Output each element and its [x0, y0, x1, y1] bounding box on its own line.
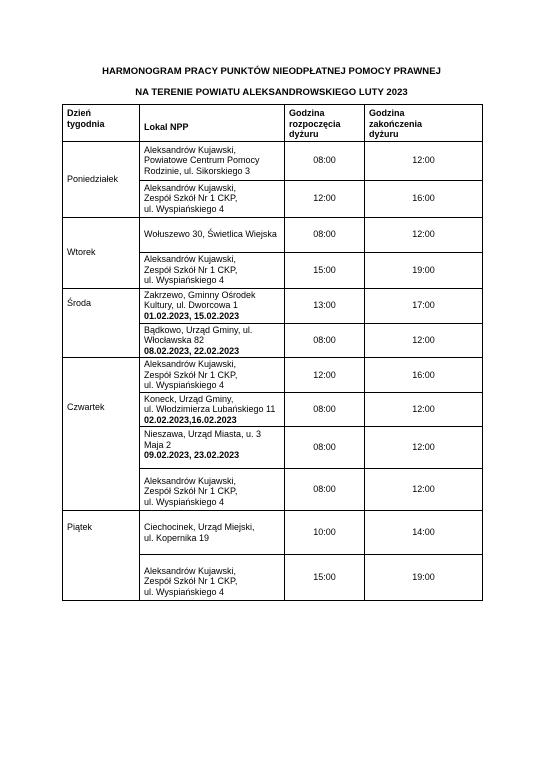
end-time-cell: 12:00 [365, 427, 483, 469]
location-text: Ciechocinek, Urząd Miejski, [144, 522, 255, 532]
table-row [63, 511, 483, 555]
location-text: Bądkowo, Urząd Gminy, ul. [144, 324, 253, 335]
location-text: Kultury, ul. Dworcowa 1 [144, 300, 238, 311]
location-text: Nieszawa, Urząd Miasta, u. 3 [144, 429, 262, 439]
location-text: ul. Kopernika 19 [144, 532, 210, 543]
day-cell-monday: Poniedziałek [63, 141, 140, 217]
location-text: Zespół Szkół Nr 1 CKP, [144, 264, 238, 275]
day-cell-tuesday: Wtorek [63, 217, 140, 288]
header-text: Godzina [289, 108, 325, 118]
table-row [63, 358, 483, 393]
location-cell [140, 392, 285, 427]
header-text: Godzina [369, 108, 405, 118]
location-text: Rodzinie, ul. Sikorskiego 3 [144, 165, 251, 176]
location-text: ul. Włodzimierza Lubańskiego 11 [144, 404, 276, 414]
start-time-cell: 15:00 [285, 555, 365, 601]
location-text: Zespół Szkół Nr 1 CKP, [144, 486, 238, 496]
location-text: Aleksandrów Kujawski, [144, 144, 237, 155]
location-cell [140, 323, 285, 358]
end-time-cell: 14:00 [365, 511, 483, 555]
location-text: Aleksandrów Kujawski, [144, 565, 237, 576]
end-time-cell: 12:00 [365, 392, 483, 427]
date-text: 01.02.2023, 15.02.2023 [144, 310, 240, 321]
start-time-cell: 12:00 [285, 180, 365, 217]
start-time-cell: 08:00 [285, 392, 365, 427]
document-subtitle: NA TERENIE POWIATU ALEKSANDROWSKIEGO LUTY 2023 [135, 87, 408, 98]
start-time-cell: 10:00 [285, 511, 365, 555]
location-cell [140, 358, 285, 393]
end-time-cell: 12:00 [365, 141, 483, 180]
location-text: Aleksandrów Kujawski, [144, 182, 237, 193]
end-time-cell: 19:00 [365, 555, 483, 601]
location-text: Zespół Szkół Nr 1 CKP, [144, 369, 238, 380]
end-time-cell: 19:00 [365, 252, 483, 288]
day-cell-thursday: Czwartek [63, 358, 140, 511]
column-header-day [63, 105, 140, 142]
start-time-cell: 08:00 [285, 469, 365, 511]
day-cell-wednesday: Środa [63, 288, 140, 358]
header-text: tygodnia [67, 118, 105, 129]
location-text: Aleksandrów Kujawski, [144, 254, 237, 265]
schedule-table [62, 104, 483, 601]
date-text: 09.02.2023, 23.02.2023 [144, 450, 240, 460]
date-text: 02.02.2023,16.02.2023 [144, 414, 237, 425]
location-cell [140, 427, 285, 469]
location-text: ul. Wyspiańskiego 4 [144, 586, 224, 597]
column-header-location [140, 105, 285, 142]
header-text: dyżuru [289, 129, 319, 139]
column-header-end [365, 105, 483, 142]
location-text: ul. Wyspiańskiego 4 [144, 203, 224, 214]
header-text: rozpoczęcia [289, 118, 341, 129]
start-time-cell: 08:00 [285, 217, 365, 252]
end-time-cell: 12:00 [365, 469, 483, 511]
table-row [63, 288, 483, 323]
location-text: ul. Wyspiańskiego 4 [144, 275, 224, 286]
location-cell [140, 288, 285, 323]
header-text: Dzień [67, 108, 92, 118]
location-text: Powiatowe Centrum Pomocy [144, 155, 260, 166]
location-text: Zespół Szkół Nr 1 CKP, [144, 576, 238, 586]
location-text: Zakrzewo, Gminny Ośrodek [144, 289, 256, 300]
header-text: Lokal NPP [144, 122, 189, 132]
date-text: 08.02.2023, 22.02.2023 [144, 345, 240, 356]
start-time-cell: 13:00 [285, 288, 365, 323]
location-text: Włocławska 82 [144, 335, 205, 345]
location-text: Aleksandrów Kujawski, [144, 359, 237, 369]
location-cell [140, 252, 285, 288]
location-cell [140, 511, 285, 555]
location-text: Koneck, Urząd Gminy, [144, 393, 234, 404]
end-time-cell: 12:00 [365, 217, 483, 252]
location-text: Aleksandrów Kujawski, [144, 475, 237, 486]
day-cell-friday: Piątek [63, 511, 140, 601]
table-header-row [63, 105, 483, 142]
location-cell [140, 469, 285, 511]
location-text: Wołuszewo 30, Świetlica Wiejska [144, 229, 277, 240]
table-row [63, 141, 483, 180]
location-text: ul. Wyspiańskiego 4 [144, 380, 224, 390]
table-row [63, 217, 483, 252]
end-time-cell: 17:00 [365, 288, 483, 323]
location-cell [140, 180, 285, 217]
location-text: Maja 2 [144, 439, 172, 450]
location-text: Zespół Szkół Nr 1 CKP, [144, 193, 238, 204]
header-text: zakończenia [369, 118, 423, 129]
end-time-cell: 12:00 [365, 323, 483, 358]
start-time-cell: 08:00 [285, 427, 365, 469]
end-time-cell: 16:00 [365, 180, 483, 217]
start-time-cell: 15:00 [285, 252, 365, 288]
location-cell [140, 217, 285, 252]
end-time-cell: 16:00 [365, 358, 483, 393]
location-cell [140, 141, 285, 180]
document-title: HARMONOGRAM PRACY PUNKTÓW NIEODPŁATNEJ POMOCY PRAWNEJ [102, 66, 441, 77]
location-cell [140, 555, 285, 601]
location-text: ul. Wyspiańskiego 4 [144, 496, 224, 507]
start-time-cell: 08:00 [285, 141, 365, 180]
start-time-cell: 08:00 [285, 323, 365, 358]
start-time-cell: 12:00 [285, 358, 365, 393]
column-header-start [285, 105, 365, 142]
header-text: dyżuru [369, 129, 399, 139]
